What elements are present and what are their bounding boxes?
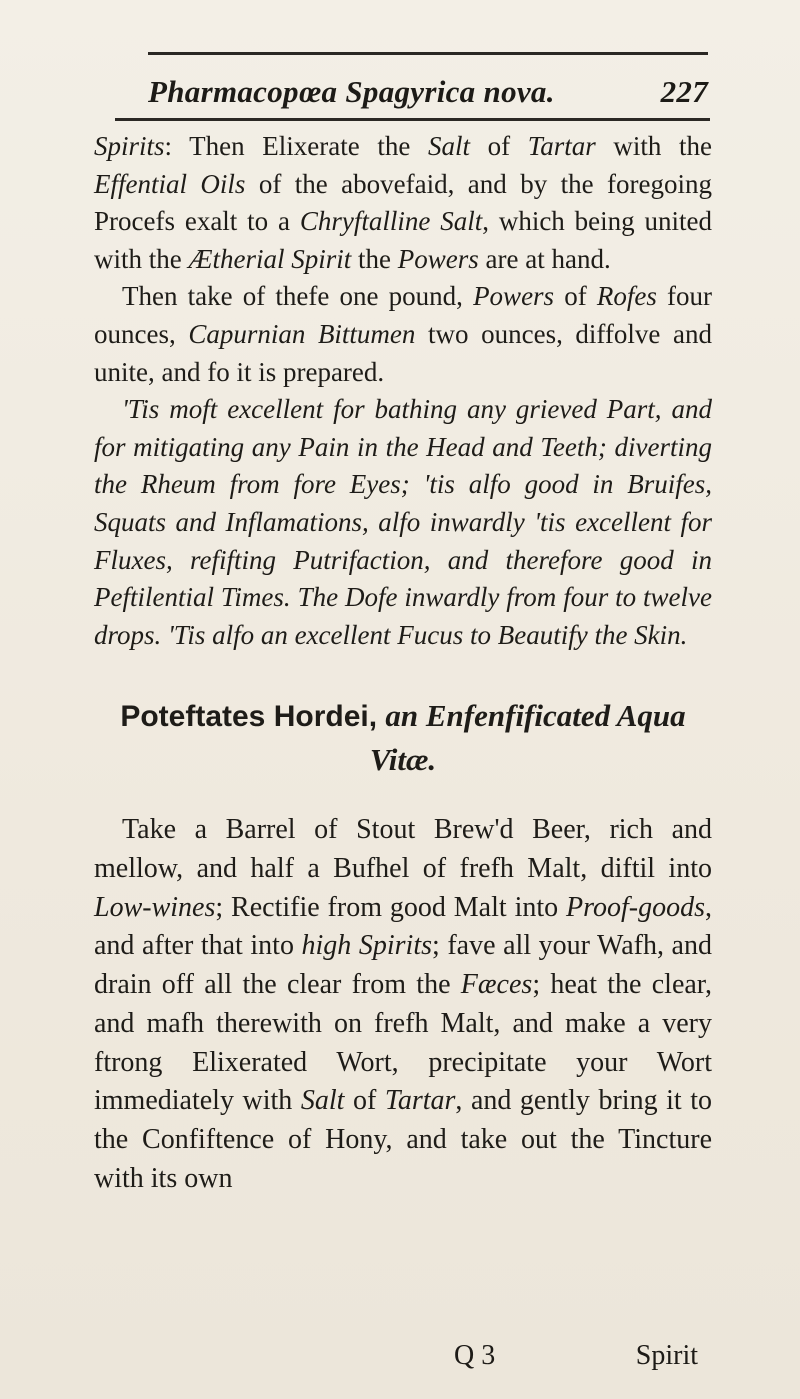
- page-footer: [94, 1340, 712, 1380]
- text-segment: Low-wines: [94, 891, 216, 923]
- text-segment: Fæces: [460, 969, 533, 1001]
- text-segment: Powers: [397, 243, 479, 274]
- heading-english: an Enfenfificated Aqua Vitæ.: [369, 698, 686, 778]
- text-segment: Proof-goods: [566, 891, 705, 923]
- recipe-heading: [94, 694, 712, 781]
- paragraph-spirits: [94, 128, 712, 278]
- text-segment: Chryftalline Salt: [299, 206, 483, 237]
- text-segment: Salt: [300, 1085, 345, 1117]
- text-segment: ; fave all your Wafh, and drain off all the clear from the: [94, 930, 712, 1001]
- running-header: [148, 58, 708, 110]
- paragraph-virtues: 'Tis moft excellent for bathing any grieved Part, and for mitigating any Pain in the Head and Teeth; diverting the Rheum from fore Eyes; 'tis alfo good in Bruifes, Squats and Inflamations, alfo inwardly 'tis excellent for Fluxes, refifting Putrifaction, and therefore good in Peftilential Times. The Dofe inwardly from four to twelve drops. 'Tis alfo an excellent Fucus to Beautify the Skin.: [94, 394, 712, 650]
- text-segment: of the abovefaid, and by the foregoing Procefs exalt to a: [94, 168, 712, 237]
- paragraph-preparation: [94, 278, 712, 391]
- text-segment: Capurnian Bittumen: [188, 318, 416, 349]
- header-rule: [115, 118, 710, 121]
- text-segment: Tartar: [527, 131, 596, 161]
- text-segment: , and gently bring it to the Confiftence of Hony, and take out the Tincture with its own: [94, 1085, 712, 1194]
- text-segment: Then take of thefe one pound,: [122, 281, 474, 312]
- text-segment: Ætherial Spirit: [188, 243, 352, 274]
- text-segment: of: [554, 281, 597, 312]
- text-segment: Spirits: [94, 131, 165, 161]
- top-rule: [148, 52, 708, 55]
- running-title: Pharmacopœa Spagyrica nova.: [148, 74, 555, 109]
- text-segment: ; heat the clear, and mafh therewith on frefh Malt, and make a very ftrong Elixerated Wort, precipitate your Wort immediately with: [94, 969, 713, 1117]
- catchword: Spirit: [635, 1340, 698, 1371]
- signature-mark: Q 3: [454, 1340, 496, 1371]
- text-segment: four ounces,: [94, 281, 712, 349]
- text-segment: high Spirits: [301, 930, 433, 962]
- text-segment: of: [344, 1085, 385, 1117]
- text-segment: ; Rectifie from good Malt into: [215, 891, 567, 923]
- text-segment: two ounces, diffolve and unite, and fo it is prepared.: [94, 318, 712, 387]
- text-segment: Rofes: [596, 281, 657, 312]
- page-number: 227: [660, 74, 708, 109]
- text-segment: Effential Oils: [94, 168, 246, 199]
- text-segment: the: [351, 243, 398, 274]
- paragraph-recipe: [94, 811, 712, 1198]
- text-segment: of: [469, 131, 528, 161]
- text-segment: with the: [595, 131, 712, 161]
- heading-latin: Poteftates Hordei,: [120, 700, 386, 734]
- text-segment: , which being united with the: [94, 206, 712, 274]
- text-segment: , and after that into: [94, 891, 712, 962]
- text-segment: Salt: [427, 131, 470, 161]
- page-body: [94, 128, 712, 1198]
- text-segment: Take a Barrel of Stout Brew'd Beer, rich and mellow, and half a Bufhel of frefh Malt, diftil into: [94, 814, 712, 885]
- text-segment: are at hand.: [478, 243, 611, 274]
- text-segment: : Then Elixerate the: [164, 131, 428, 161]
- text-segment: Powers: [473, 281, 555, 312]
- text-segment: Tartar: [384, 1085, 456, 1117]
